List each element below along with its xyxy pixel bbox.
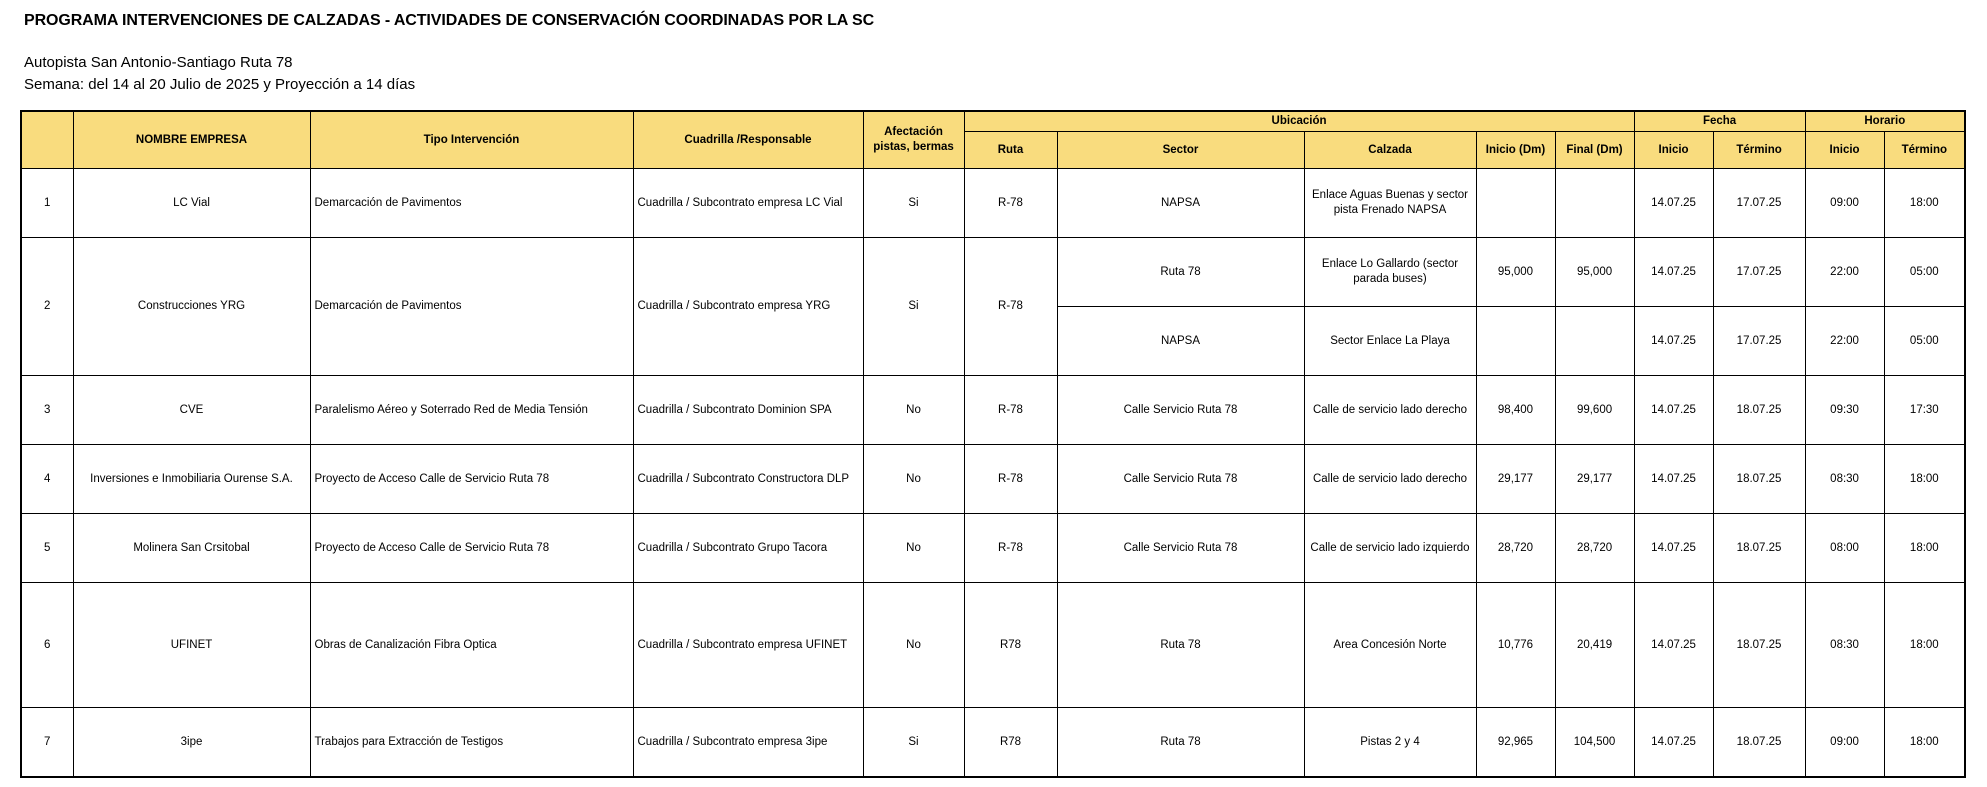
cell-num: 1 [21, 169, 73, 238]
cell-final-dm [1555, 307, 1634, 376]
cell-sector: Calle Servicio Ruta 78 [1057, 376, 1304, 445]
col-afectacion-header: Afectación pistas, bermas [863, 111, 964, 169]
cell-inicio-dm: 28,720 [1476, 514, 1555, 583]
cell-hora-termino: 18:00 [1884, 514, 1965, 583]
cell-ruta: R-78 [964, 376, 1057, 445]
cell-fecha-termino: 18.07.25 [1713, 583, 1805, 708]
cell-hora-inicio: 08:30 [1805, 583, 1884, 708]
col-hora-termino-header: Término [1884, 132, 1965, 169]
cell-sector: Ruta 78 [1057, 238, 1304, 307]
cell-ruta: R78 [964, 583, 1057, 708]
cell-calzada: Enlace Lo Gallardo (sector parada buses) [1304, 238, 1476, 307]
cell-fecha-inicio: 14.07.25 [1634, 708, 1713, 778]
table-header [21, 111, 1965, 169]
cell-hora-inicio: 22:00 [1805, 238, 1884, 307]
group-ubicacion-header: Ubicación [964, 111, 1634, 132]
table-row [21, 583, 1965, 708]
cell-sector: Calle Servicio Ruta 78 [1057, 445, 1304, 514]
week-range: Semana: del 14 al 20 Julio de 2025 y Proyección a 14 días [24, 76, 416, 93]
table-row [21, 238, 1965, 307]
cell-final-dm: 99,600 [1555, 376, 1634, 445]
cell-hora-termino: 18:00 [1884, 445, 1965, 514]
cell-fecha-termino: 17.07.25 [1713, 307, 1805, 376]
cell-cuadrilla: Cuadrilla / Subcontrato empresa UFINET [633, 583, 863, 708]
cell-num: 4 [21, 445, 73, 514]
cell-final-dm: 29,177 [1555, 445, 1634, 514]
col-sector-header: Sector [1057, 132, 1304, 169]
cell-final-dm: 28,720 [1555, 514, 1634, 583]
cell-sector: Ruta 78 [1057, 708, 1304, 778]
cell-hora-inicio: 22:00 [1805, 307, 1884, 376]
cell-final-dm [1555, 169, 1634, 238]
group-horario-header: Horario [1805, 111, 1965, 132]
cell-num: 5 [21, 514, 73, 583]
table-body [21, 169, 1965, 778]
cell-empresa: LC Vial [73, 169, 310, 238]
cell-hora-inicio: 09:00 [1805, 708, 1884, 778]
cell-sector: Calle Servicio Ruta 78 [1057, 514, 1304, 583]
cell-afectacion: No [863, 514, 964, 583]
cell-fecha-termino: 17.07.25 [1713, 238, 1805, 307]
cell-afectacion: No [863, 445, 964, 514]
cell-ruta: R-78 [964, 169, 1057, 238]
col-inicio-dm-header: Inicio (Dm) [1476, 132, 1555, 169]
cell-empresa: Inversiones e Inmobiliaria Ourense S.A. [73, 445, 310, 514]
col-fecha-inicio-header: Inicio [1634, 132, 1713, 169]
cell-calzada: Sector Enlace La Playa [1304, 307, 1476, 376]
col-ruta-header: Ruta [964, 132, 1057, 169]
cell-fecha-termino: 18.07.25 [1713, 514, 1805, 583]
cell-hora-inicio: 08:00 [1805, 514, 1884, 583]
cell-empresa: UFINET [73, 583, 310, 708]
col-hora-inicio-header: Inicio [1805, 132, 1884, 169]
cell-hora-termino: 05:00 [1884, 238, 1965, 307]
cell-sector: NAPSA [1057, 169, 1304, 238]
cell-empresa: Molinera San Crsitobal [73, 514, 310, 583]
cell-fecha-termino: 18.07.25 [1713, 376, 1805, 445]
cell-afectacion: Si [863, 238, 964, 376]
cell-cuadrilla: Cuadrilla / Subcontrato empresa 3ipe [633, 708, 863, 778]
cell-ruta: R-78 [964, 445, 1057, 514]
table-row [21, 376, 1965, 445]
cell-cuadrilla: Cuadrilla / Subcontrato empresa LC Vial [633, 169, 863, 238]
cell-hora-termino: 18:00 [1884, 708, 1965, 778]
cell-fecha-inicio: 14.07.25 [1634, 307, 1713, 376]
cell-afectacion: No [863, 376, 964, 445]
cell-empresa: 3ipe [73, 708, 310, 778]
cell-hora-termino: 17:30 [1884, 376, 1965, 445]
cell-tipo: Proyecto de Acceso Calle de Servicio Ruta 78 [310, 514, 633, 583]
cell-afectacion: No [863, 583, 964, 708]
cell-fecha-termino: 17.07.25 [1713, 169, 1805, 238]
cell-final-dm: 104,500 [1555, 708, 1634, 778]
cell-num: 6 [21, 583, 73, 708]
cell-inicio-dm: 10,776 [1476, 583, 1555, 708]
cell-final-dm: 20,419 [1555, 583, 1634, 708]
cell-hora-termino: 18:00 [1884, 169, 1965, 238]
cell-fecha-termino: 18.07.25 [1713, 708, 1805, 778]
cell-final-dm: 95,000 [1555, 238, 1634, 307]
cell-inicio-dm: 29,177 [1476, 445, 1555, 514]
cell-fecha-inicio: 14.07.25 [1634, 376, 1713, 445]
cell-calzada: Calle de servicio lado derecho [1304, 376, 1476, 445]
col-cuadrilla-header: Cuadrilla /Responsable [633, 111, 863, 169]
cell-fecha-inicio: 14.07.25 [1634, 583, 1713, 708]
cell-cuadrilla: Cuadrilla / Subcontrato Dominion SPA [633, 376, 863, 445]
cell-cuadrilla: Cuadrilla / Subcontrato empresa YRG [633, 238, 863, 376]
cell-cuadrilla: Cuadrilla / Subcontrato Grupo Tacora [633, 514, 863, 583]
table-row [21, 708, 1965, 778]
cell-calzada: Calle de servicio lado derecho [1304, 445, 1476, 514]
cell-calzada: Pistas 2 y 4 [1304, 708, 1476, 778]
cell-ruta: R-78 [964, 238, 1057, 376]
cell-hora-termino: 05:00 [1884, 307, 1965, 376]
cell-afectacion: Si [863, 708, 964, 778]
cell-tipo: Proyecto de Acceso Calle de Servicio Ruta 78 [310, 445, 633, 514]
group-fecha-header: Fecha [1634, 111, 1805, 132]
cell-num: 7 [21, 708, 73, 778]
cell-afectacion: Si [863, 169, 964, 238]
cell-hora-termino: 18:00 [1884, 583, 1965, 708]
cell-fecha-inicio: 14.07.25 [1634, 445, 1713, 514]
table-row [21, 514, 1965, 583]
cell-sector: NAPSA [1057, 307, 1304, 376]
cell-tipo: Demarcación de Pavimentos [310, 169, 633, 238]
cell-inicio-dm [1476, 169, 1555, 238]
cell-calzada: Area Concesión Norte [1304, 583, 1476, 708]
cell-tipo: Demarcación de Pavimentos [310, 238, 633, 376]
cell-empresa: CVE [73, 376, 310, 445]
cell-inicio-dm: 95,000 [1476, 238, 1555, 307]
cell-fecha-inicio: 14.07.25 [1634, 514, 1713, 583]
col-tipo-header: Tipo Intervención [310, 111, 633, 169]
cell-fecha-termino: 18.07.25 [1713, 445, 1805, 514]
cell-calzada: Calle de servicio lado izquierdo [1304, 514, 1476, 583]
cell-tipo: Obras de Canalización Fibra Optica [310, 583, 633, 708]
cell-inicio-dm: 98,400 [1476, 376, 1555, 445]
cell-inicio-dm [1476, 307, 1555, 376]
table-row [21, 169, 1965, 238]
cell-ruta: R78 [964, 708, 1057, 778]
cell-ruta: R-78 [964, 514, 1057, 583]
highway-name: Autopista San Antonio-Santiago Ruta 78 [24, 54, 293, 71]
cell-num: 2 [21, 238, 73, 376]
cell-inicio-dm: 92,965 [1476, 708, 1555, 778]
cell-sector: Ruta 78 [1057, 583, 1304, 708]
cell-cuadrilla: Cuadrilla / Subcontrato Constructora DLP [633, 445, 863, 514]
cell-fecha-inicio: 14.07.25 [1634, 238, 1713, 307]
cell-tipo: Trabajos para Extracción de Testigos [310, 708, 633, 778]
col-num-header [21, 111, 73, 169]
cell-num: 3 [21, 376, 73, 445]
cell-tipo: Paralelismo Aéreo y Soterrado Red de Media Tensión [310, 376, 633, 445]
cell-hora-inicio: 09:30 [1805, 376, 1884, 445]
cell-empresa: Construcciones YRG [73, 238, 310, 376]
cell-fecha-inicio: 14.07.25 [1634, 169, 1713, 238]
cell-hora-inicio: 08:30 [1805, 445, 1884, 514]
cell-calzada: Enlace Aguas Buenas y sector pista Frenado NAPSA [1304, 169, 1476, 238]
table-row [21, 445, 1965, 514]
document-title: PROGRAMA INTERVENCIONES DE CALZADAS - ACTIVIDADES DE CONSERVACIÓN COORDINADAS POR LA SC [24, 12, 875, 29]
cell-hora-inicio: 09:00 [1805, 169, 1884, 238]
col-final-dm-header: Final (Dm) [1555, 132, 1634, 169]
col-calzada-header: Calzada [1304, 132, 1476, 169]
col-fecha-termino-header: Término [1713, 132, 1805, 169]
col-empresa-header: NOMBRE EMPRESA [73, 111, 310, 169]
interventions-table [20, 110, 1966, 778]
